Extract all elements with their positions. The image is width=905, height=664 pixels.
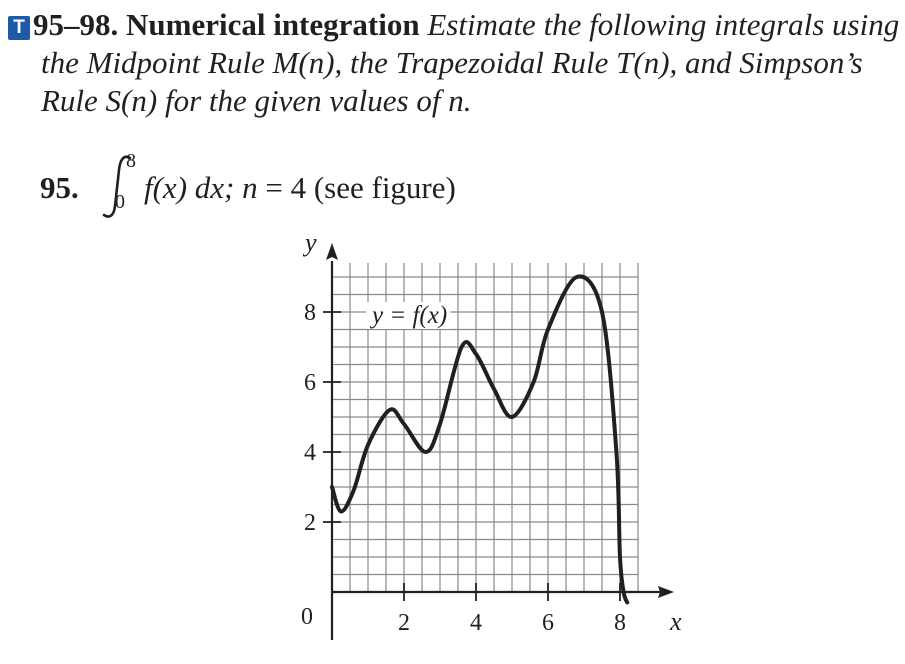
y-tick-label: 2	[304, 510, 316, 536]
integral-upper-limit: 8	[126, 150, 136, 172]
integrand-text: f(x) dx; n	[144, 170, 258, 205]
x-axis-arrow-icon	[658, 586, 674, 598]
problem-heading	[8, 6, 903, 120]
exercise-condition: = 4 (see figure)	[265, 170, 456, 205]
x-tick-label: 2	[398, 610, 410, 636]
x-tick-label: 4	[470, 610, 482, 636]
x-tick-label: 6	[542, 610, 554, 636]
y-tick-label: 6	[304, 370, 316, 396]
y-tick-label: 8	[304, 300, 316, 326]
integrand-expression	[144, 170, 456, 206]
axis-ticks	[304, 300, 626, 636]
y-tick-label: 4	[304, 440, 316, 466]
instructions-line-2: the Midpoint Rule M(n), the Trapezoidal Rule T(n), and Simpson’s	[41, 45, 863, 80]
function-graph	[0, 220, 905, 664]
exercise-number: 95.	[40, 170, 79, 205]
origin-label: 0	[301, 604, 313, 630]
y-axis-label: y	[305, 228, 317, 257]
problem-range: 95–98.	[33, 7, 119, 42]
instructions-line-3: Rule S(n) for the given values of n.	[41, 83, 472, 118]
instructions-line-1: Estimate the following integrals using	[427, 7, 900, 42]
integral-lower-limit: 0	[115, 191, 125, 213]
heading-line-1	[8, 6, 903, 44]
x-tick-label: 8	[614, 610, 626, 636]
curve-label: y = f(x)	[372, 302, 448, 329]
section-title: Numerical integration	[126, 7, 420, 42]
y-axis-arrow-icon	[326, 243, 338, 260]
x-axis-label: x	[670, 607, 682, 636]
technology-badge-icon: T	[8, 16, 30, 40]
